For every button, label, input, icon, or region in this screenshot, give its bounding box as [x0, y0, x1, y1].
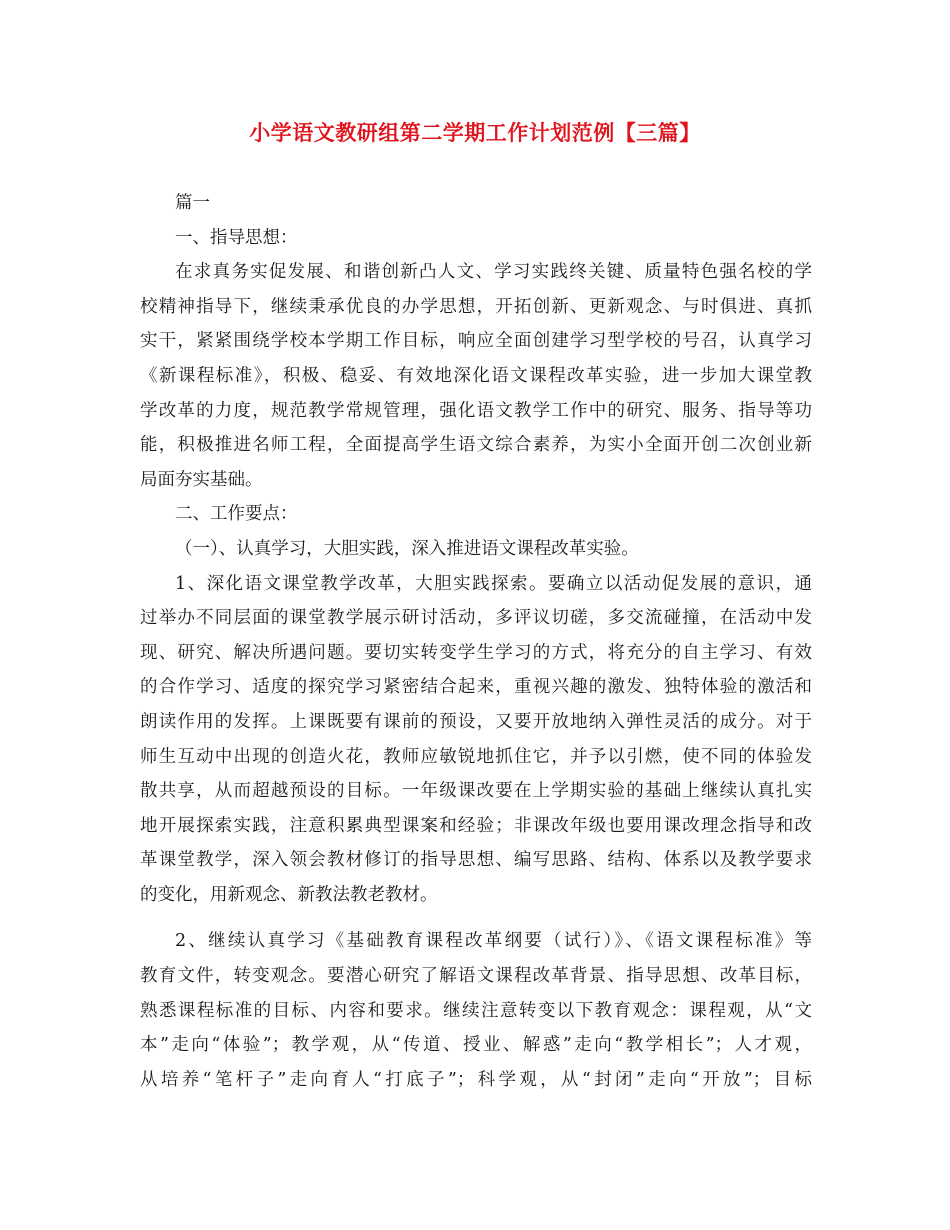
paragraph-line: 本”走向“体验”；教学观，从“传道、授业、解惑”走向“教学相长”；人才观，: [140, 1035, 812, 1056]
paragraph-line: 在求真务实促发展、和谐创新凸人文、学习实践终关键、质量特色强名校的学: [175, 262, 812, 283]
paragraph-line: 局面夯实基础。: [140, 469, 263, 490]
section-label-pian-yi: 篇一: [175, 193, 210, 213]
paragraph-line: 现、研究、解决所遇问题。要切实转变学生学习的方式，将充分的自主学习、有效: [140, 642, 812, 663]
paragraph-line: 从培养“笔杆子”走向育人“打底子”；科学观，从“封闭”走向“开放”；目标: [140, 1069, 812, 1090]
paragraph-line: 2、继续认真学习《基础教育课程改革纲要（试行）》、《语文课程标准》等: [175, 931, 812, 952]
paragraph-line: 的变化，用新观念、新教法教老教材。: [140, 884, 438, 905]
paragraph-line: 实干，紧紧围绕学校本学期工作目标，响应全面创建学习型学校的号召，认真学习: [140, 331, 812, 352]
document-title: 小学语文教研组第二学期工作计划范例【三篇】: [249, 121, 701, 145]
paragraph-line: 校精神指导下，继续秉承优良的办学思想，开拓创新、更新观念、与时俱进、真抓: [140, 296, 812, 317]
paragraph-line: 的合作学习、适度的探究学习紧密结合起来，重视兴趣的激发、独特体验的激活和: [140, 677, 812, 698]
paragraph-line: 散共享，从而超越预设的目标。一年级课改要在上学期实验的基础上继续认真扎实: [140, 781, 812, 802]
paragraph-line: 熟悉课程标准的目标、内容和要求。继续注意转变以下教育观念：课程观，从“文: [140, 1000, 812, 1021]
heading-work-points: 二、工作要点：: [175, 504, 298, 525]
paragraph-line: 《新课程标准》，积极、稳妥、有效地深化语文课程改革实验，进一步加大课堂教: [140, 365, 812, 386]
document-body: [140, 186, 812, 1097]
subheading-item-one: （一）、认真学习，大胆实践，深入推进语文课程改革实验。: [175, 538, 639, 559]
paragraph-line: 地开展探索实践，注意积累典型课案和经验；非课改年级也要用课改理念指导和改: [140, 815, 812, 836]
paragraph-gap: [140, 912, 812, 924]
heading-guiding-ideology: 一、指导思想：: [175, 227, 298, 248]
paragraph-line: 1、深化语文课堂教学改革，大胆实践探索。要确立以活动促发展的意识，通: [175, 573, 812, 594]
paragraph-line: 过举办不同层面的课堂教学展示研讨活动，多评议切磋，多交流碰撞，在活动中发: [140, 608, 812, 629]
paragraph-line: 教育文件，转变观念。要潜心研究了解语文课程改革背景、指导思想、改革目标，: [140, 966, 812, 987]
paragraph-line: 革课堂教学，深入领会教材修订的指导思想、编写思路、结构、体系以及教学要求: [140, 850, 812, 871]
paragraph-line: 朗读作用的发挥。上课既要有课前的预设，又要开放地纳入弹性灵活的成分。对于: [140, 711, 812, 732]
paragraph-line: 学改革的力度，规范教学常规管理，强化语文教学工作中的研究、服务、指导等功: [140, 400, 812, 421]
paragraph-line: 师生互动中出现的创造火花，教师应敏锐地抓住它，并予以引燃，使不同的体验发: [140, 746, 812, 767]
paragraph-line: 能，积极推进名师工程，全面提高学生语文综合素养，为实小全面开创二次创业新: [140, 435, 812, 456]
